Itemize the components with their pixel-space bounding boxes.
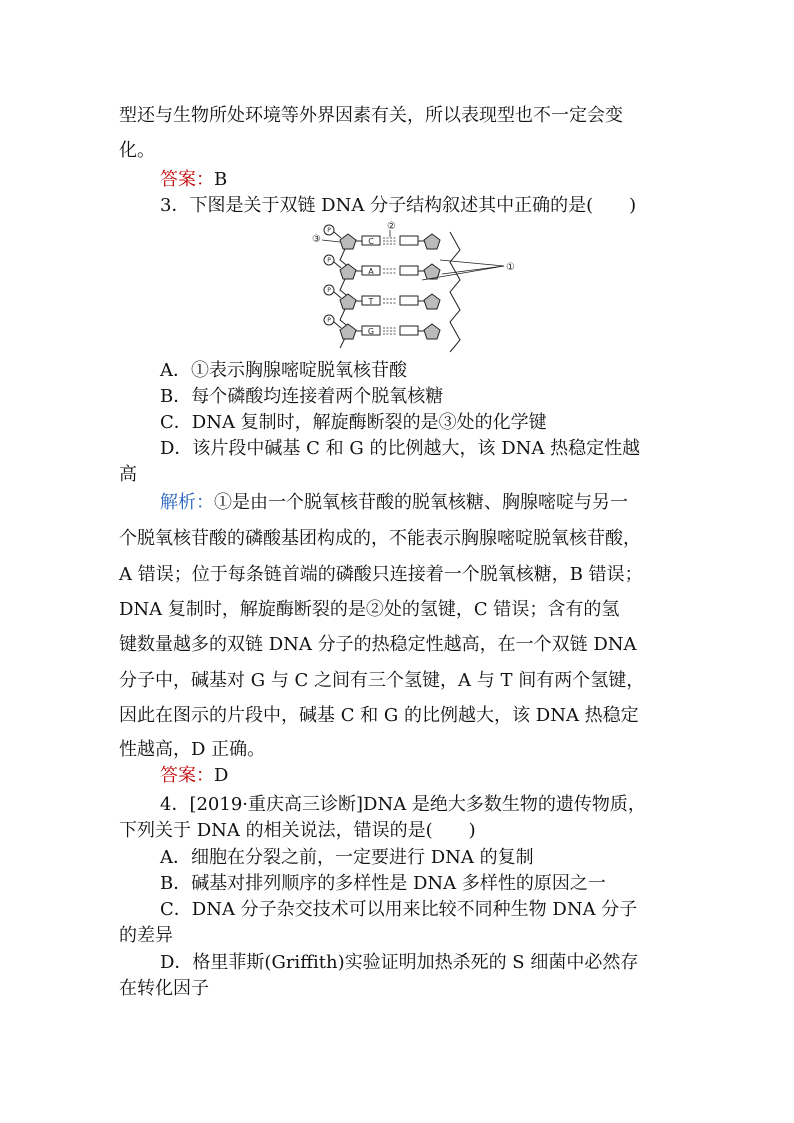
label-circled-2: ② (387, 221, 396, 232)
sugar-pentagon (424, 264, 440, 279)
sugar-pentagon (340, 324, 356, 339)
q4-option-d-line-1: D．格里菲斯(Griffith)实验证明加热杀死的 S 细菌中必然存 (160, 952, 639, 973)
q3-stem: 3．下图是关于双链 DNA 分子结构叙述其中正确的是( ) (160, 195, 637, 216)
q3-analysis-line-3: A 错误；位于每条链首端的磷酸只连接着一个脱氧核糖，B 错误； (119, 564, 643, 585)
q4-stem-line-1: 4．[2019·重庆高三诊断]DNA 是绝大多数生物的遗传物质， (160, 794, 646, 815)
sugar-pentagon (424, 234, 440, 249)
label-circled-3: ③ (312, 234, 321, 245)
sugar-pentagon (340, 294, 356, 309)
q3-answer (160, 764, 228, 788)
base-box (400, 266, 418, 275)
q3-option-b: B．每个磷酸均连接着两个脱氧核糖 (160, 386, 444, 407)
q4-option-b: B．碱基对排列顺序的多样性是 DNA 多样性的原因之一 (160, 873, 606, 894)
label-circled-1: ① (506, 262, 515, 273)
q3-option-d-line-1: D．该片段中碱基 C 和 G 的比例越大，该 DNA 热稳定性越 (160, 438, 641, 459)
svg-text:P: P (327, 287, 331, 294)
sugar-pentagon (340, 264, 356, 279)
q2-answer (160, 168, 227, 192)
q3-analysis-line-5: 键数量越多的双链 DNA 分子的热稳定性越高，在一个双链 DNA (119, 634, 637, 655)
q4-option-c-line-1: C．DNA 分子杂交技术可以用来比较不同种生物 DNA 分子 (160, 899, 638, 920)
q4-stem-line-2: 下列关于 DNA 的相关说法，错误的是( ) (119, 820, 476, 841)
sugar-pentagon (424, 294, 440, 309)
base-letter-c: C (368, 237, 374, 246)
q3-option-d-line-2: 高 (119, 464, 137, 485)
base-box (400, 296, 418, 305)
svg-text:P: P (327, 227, 331, 234)
q3-analysis-line-1: 解析：①是由一个脱氧核苷酸的脱氧核糖、胸腺嘧啶与另一 (160, 492, 628, 513)
analysis-label: 解析： (160, 492, 214, 513)
sugar-pentagon (340, 234, 356, 249)
q3-analysis-line-6: 分子中，碱基对 G 与 C 之间有三个氢键，A 与 T 间有两个氢键， (119, 670, 645, 691)
dna-structure-diagram (310, 220, 530, 355)
q3-analysis-line-4: DNA 复制时，解旋酶断裂的是②处的氢键，C 错误；含有的氢 (119, 599, 620, 620)
answer-label: 答案： (160, 765, 214, 786)
base-letter-a: A (368, 267, 374, 276)
q4-option-c-line-2: 的差异 (119, 925, 173, 946)
answer-value: B (214, 169, 228, 190)
q3-option-c: C．DNA 复制时，解旋酶断裂的是③处的化学键 (160, 412, 547, 433)
svg-text:P: P (327, 257, 331, 264)
q3-analysis-line-8: 性越高，D 正确。 (119, 739, 266, 760)
answer-label: 答案： (160, 169, 214, 190)
answer-value: D (214, 765, 229, 786)
q4-option-a: A．细胞在分裂之前，一定要进行 DNA 的复制 (160, 847, 534, 868)
base-box (400, 326, 418, 335)
sugar-pentagon (424, 324, 440, 339)
base-letter-g: G (367, 327, 375, 336)
q3-analysis-line-7: 因此在图示的片段中，碱基 C 和 G 的比例越大，该 DNA 热稳定 (119, 705, 639, 726)
base-letter-t: T (368, 297, 374, 306)
q3-option-a: A．①表示胸腺嘧啶脱氧核苷酸 (160, 360, 407, 381)
base-box (400, 236, 418, 245)
prev-explanation-line-2: 化。 (119, 140, 155, 161)
prev-explanation-line-1: 型还与生物所处环境等外界因素有关，所以表现型也不一定会变 (119, 105, 623, 126)
svg-text:P: P (327, 317, 331, 324)
q3-analysis-line-2: 个脱氧核苷酸的磷酸基团构成的，不能表示胸腺嘧啶脱氧核苷酸， (119, 528, 641, 549)
q4-option-d-line-2: 在转化因子 (119, 978, 209, 999)
